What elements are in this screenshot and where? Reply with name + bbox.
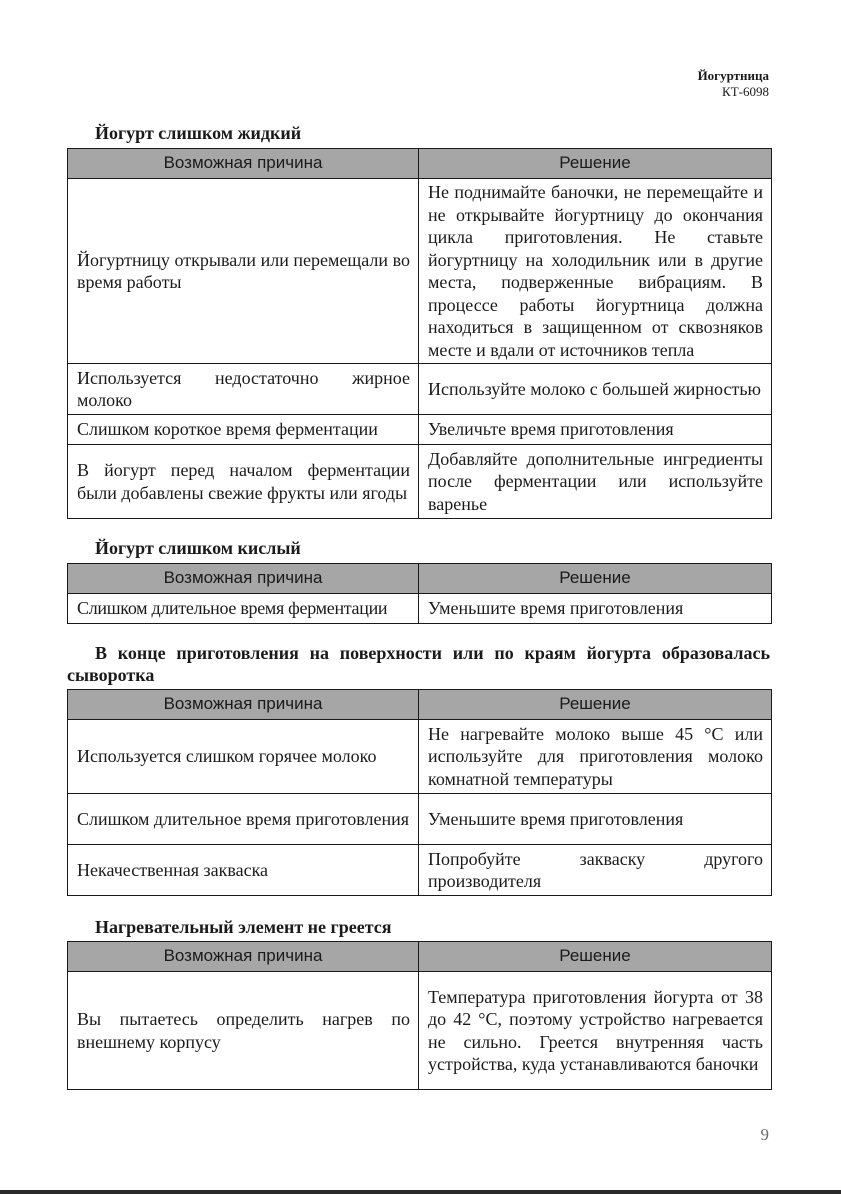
table-header-row [68, 564, 772, 594]
column-header-solution: Решение [419, 690, 772, 720]
solution-cell: Уменьшите время приготовления [419, 594, 772, 624]
solution-cell: Добавляйте дополнительные ингредиенты после ферментации или используйте варенье [419, 445, 772, 519]
bottom-rule [0, 1190, 841, 1194]
column-header-solution: Решение [419, 149, 772, 179]
column-header-cause: Возможная причина [68, 690, 419, 720]
cause-cell: Некачественная закваска [68, 845, 419, 896]
product-name: Йогуртница [697, 68, 769, 83]
troubleshooting-table-heater-not-heating [67, 941, 772, 1090]
solution-cell: Попробуйте закваску другого производителя [419, 845, 772, 896]
column-header-cause: Возможная причина [68, 149, 419, 179]
cause-cell: Слишком короткое время ферментации [68, 415, 419, 445]
table-row [68, 445, 772, 519]
solution-cell: Не нагревайте молоко выше 45 °C или используйте для приготовления молоко комнатной температуры [419, 720, 772, 794]
model-number: КТ-6098 [722, 84, 769, 99]
table-header-row [68, 149, 772, 179]
table-row [68, 845, 772, 896]
troubleshooting-table-yogurt-too-liquid [67, 148, 772, 519]
troubleshooting-table-yogurt-too-sour [67, 563, 772, 624]
cause-cell: Слишком длительное время ферментации [68, 594, 419, 624]
column-header-cause: Возможная причина [68, 564, 419, 594]
cause-cell: В йогурт перед началом ферментации были добавлены свежие фрукты или ягоды [68, 445, 419, 519]
cause-cell: Используется недостаточно жирное молоко [68, 364, 419, 415]
page-number: 9 [760, 1125, 769, 1144]
section-title-heater-not-heating: Нагревательный элемент не греется [95, 917, 392, 937]
section-title-whey-formed: В конце приготовления на поверхности или по краям йогурта образовалась сыворотка [67, 643, 770, 685]
page-header [698, 68, 769, 100]
solution-cell: Температура приготовления йогурта от 38 до 42 °C, поэтому устройство нагревается не сильно. Греется внутренняя часть устройства, куда устанавливаются баночки [419, 972, 772, 1090]
cause-cell: Используется слишком горячее молоко [68, 720, 419, 794]
table-row [68, 364, 772, 415]
cause-cell: Слишком длительное время приготовления [68, 794, 419, 845]
table-row [68, 415, 772, 445]
table-row [68, 594, 772, 624]
table-header-row [68, 942, 772, 972]
section-title-yogurt-too-sour: Йогурт слишком кислый [95, 538, 301, 558]
column-header-solution: Решение [419, 564, 772, 594]
solution-cell: Не поднимайте баночки, не перемещайте и не открывайте йогуртницу до окончания цикла приготовления. Не ставьте йогуртницу на холодильник или в другие места, подверженные вибрациям. В процессе работы йогуртница должна находиться в защищенном от сквозняков месте и вдали от источников тепла [419, 179, 772, 364]
solution-cell: Используйте молоко с большей жирностью [419, 364, 772, 415]
troubleshooting-table-whey-formed [67, 689, 772, 896]
solution-cell: Увеличьте время приготовления [419, 415, 772, 445]
table-row [68, 720, 772, 794]
cause-cell: Вы пытаетесь определить нагрев по внешнему корпусу [68, 972, 419, 1090]
section-title-yogurt-too-liquid: Йогурт слишком жидкий [95, 123, 302, 143]
column-header-cause: Возможная причина [68, 942, 419, 972]
table-header-row [68, 690, 772, 720]
solution-cell: Уменьшите время приготовления [419, 794, 772, 845]
table-row [68, 794, 772, 845]
cause-cell: Йогуртницу открывали или перемещали во время работы [68, 179, 419, 364]
table-row [68, 972, 772, 1090]
table-row [68, 179, 772, 364]
column-header-solution: Решение [419, 942, 772, 972]
